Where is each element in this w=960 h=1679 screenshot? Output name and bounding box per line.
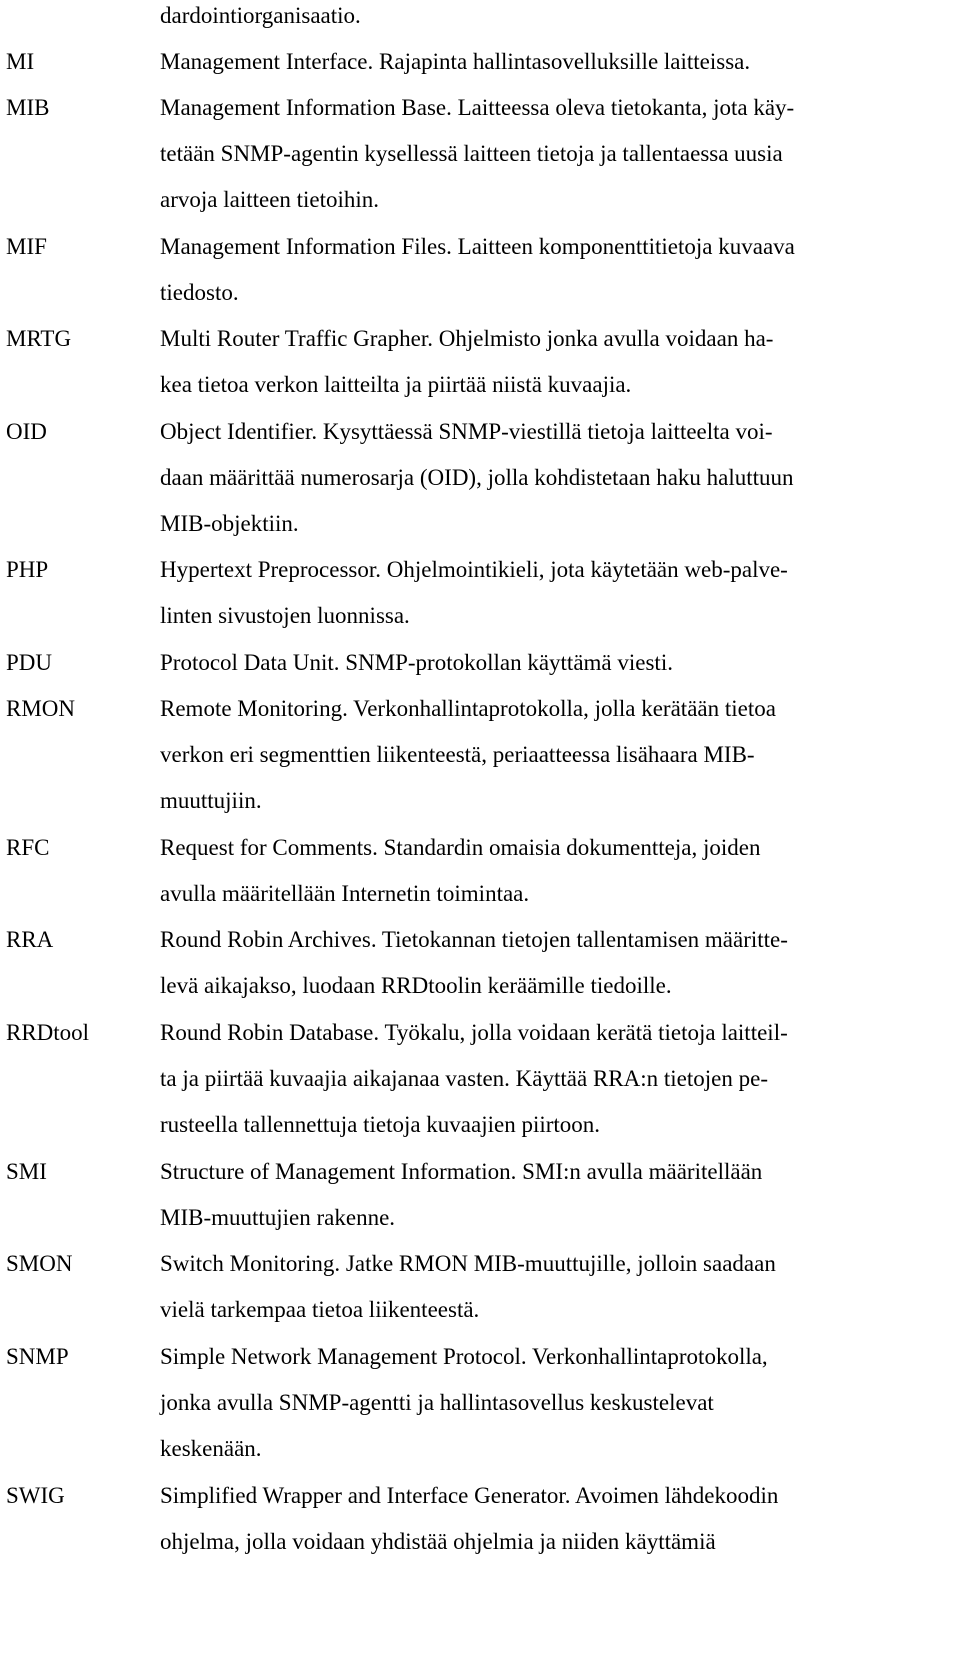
- definition-rrdtool-line-1: Round Robin Database. Työkalu, jolla voidaan kerätä tietoja laitteil-: [160, 1020, 788, 1045]
- term-pdu: PDU: [6, 650, 53, 675]
- definition-rfc-line-1: Request for Comments. Standardin omaisia dokumentteja, joiden: [160, 835, 761, 860]
- definition-oid-line-2: daan määrittää numerosarja (OID), jolla kohdistetaan haku haluttuun: [160, 465, 794, 490]
- definition-mi-line-1: Management Interface. Rajapinta hallintasovelluksille laitteissa.: [160, 49, 751, 74]
- definition-rmon-line-2: verkon eri segmenttien liikenteestä, periaatteessa lisähaara MIB-: [160, 742, 755, 767]
- definition-mif-line-2: tiedosto.: [160, 280, 239, 305]
- term-rrdtool: RRDtool: [6, 1020, 90, 1045]
- definition-rmon-line-1: Remote Monitoring. Verkonhallintaprotokolla, jolla kerätään tietoa: [160, 696, 776, 721]
- definition-php-line-1: Hypertext Preprocessor. Ohjelmointikieli, jota käytetään web-palve-: [160, 557, 788, 582]
- definition-mrtg-line-2: kea tietoa verkon laitteilta ja piirtää niistä kuvaajia.: [160, 372, 632, 397]
- definition-pdu-line-1: Protocol Data Unit. SNMP-protokollan käyttämä viesti.: [160, 650, 673, 675]
- definition-rrdtool-line-2: ta ja piirtää kuvaajia aikajanaa vasten. Käyttää RRA:n tietojen pe-: [160, 1066, 768, 1091]
- definition-smon-line-2: vielä tarkempaa tietoa liikenteestä.: [160, 1297, 480, 1322]
- definition-mrtg-line-1: Multi Router Traffic Grapher. Ohjelmisto jonka avulla voidaan ha-: [160, 326, 774, 351]
- term-smi: SMI: [6, 1159, 47, 1184]
- term-php: PHP: [6, 557, 49, 582]
- definition-smon-line-1: Switch Monitoring. Jatke RMON MIB-muuttujille, jolloin saadaan: [160, 1251, 776, 1276]
- term-rfc: RFC: [6, 835, 50, 860]
- definition-rmon-line-3: muuttujiin.: [160, 788, 262, 813]
- definition-rrdtool-line-3: rusteella tallennettuja tietoja kuvaajien piirtoon.: [160, 1112, 601, 1137]
- term-swig: SWIG: [6, 1483, 65, 1508]
- definition-swig-line-2: ohjelma, jolla voidaan yhdistää ohjelmia ja niiden käyttämiä: [160, 1529, 716, 1554]
- definition-mif-line-1: Management Information Files. Laitteen komponenttitietoja kuvaava: [160, 234, 795, 259]
- term-mrtg: MRTG: [6, 326, 72, 351]
- continuation-text: dardointiorganisaatio.: [160, 3, 361, 28]
- definition-oid-line-1: Object Identifier. Kysyttäessä SNMP-viestillä tietoja laitteelta voi-: [160, 419, 773, 444]
- term-mi: MI: [6, 49, 35, 74]
- definition-mib-line-3: arvoja laitteen tietoihin.: [160, 187, 380, 212]
- definition-php-line-2: linten sivustojen luonnissa.: [160, 603, 410, 628]
- definition-rfc-line-2: avulla määritellään Internetin toimintaa.: [160, 881, 530, 906]
- term-mib: MIB: [6, 95, 50, 120]
- definition-smi-line-2: MIB-muuttujien rakenne.: [160, 1205, 396, 1230]
- definition-snmp-line-2: jonka avulla SNMP-agentti ja hallintasovellus keskustelevat: [160, 1390, 714, 1415]
- definition-mib-line-2: tetään SNMP-agentin kysellessä laitteen tietoja ja tallentaessa uusia: [160, 141, 783, 166]
- definition-oid-line-3: MIB-objektiin.: [160, 511, 299, 536]
- definition-rra-line-1: Round Robin Archives. Tietokannan tietojen tallentamisen määritte-: [160, 927, 788, 952]
- definition-rra-line-2: levä aikajakso, luodaan RRDtoolin keräämille tiedoille.: [160, 973, 672, 998]
- definition-mib-line-1: Management Information Base. Laitteessa oleva tietokanta, jota käy-: [160, 95, 795, 120]
- term-smon: SMON: [6, 1251, 73, 1276]
- definition-snmp-line-3: keskenään.: [160, 1436, 262, 1461]
- definition-smi-line-1: Structure of Management Information. SMI:n avulla määritellään: [160, 1159, 763, 1184]
- term-rra: RRA: [6, 927, 54, 952]
- definition-snmp-line-1: Simple Network Management Protocol. Verkonhallintaprotokolla,: [160, 1344, 768, 1369]
- term-rmon: RMON: [6, 696, 76, 721]
- term-snmp: SNMP: [6, 1344, 69, 1369]
- term-oid: OID: [6, 419, 47, 444]
- definition-swig-line-1: Simplified Wrapper and Interface Generator. Avoimen lähdekoodin: [160, 1483, 779, 1508]
- term-mif: MIF: [6, 234, 47, 259]
